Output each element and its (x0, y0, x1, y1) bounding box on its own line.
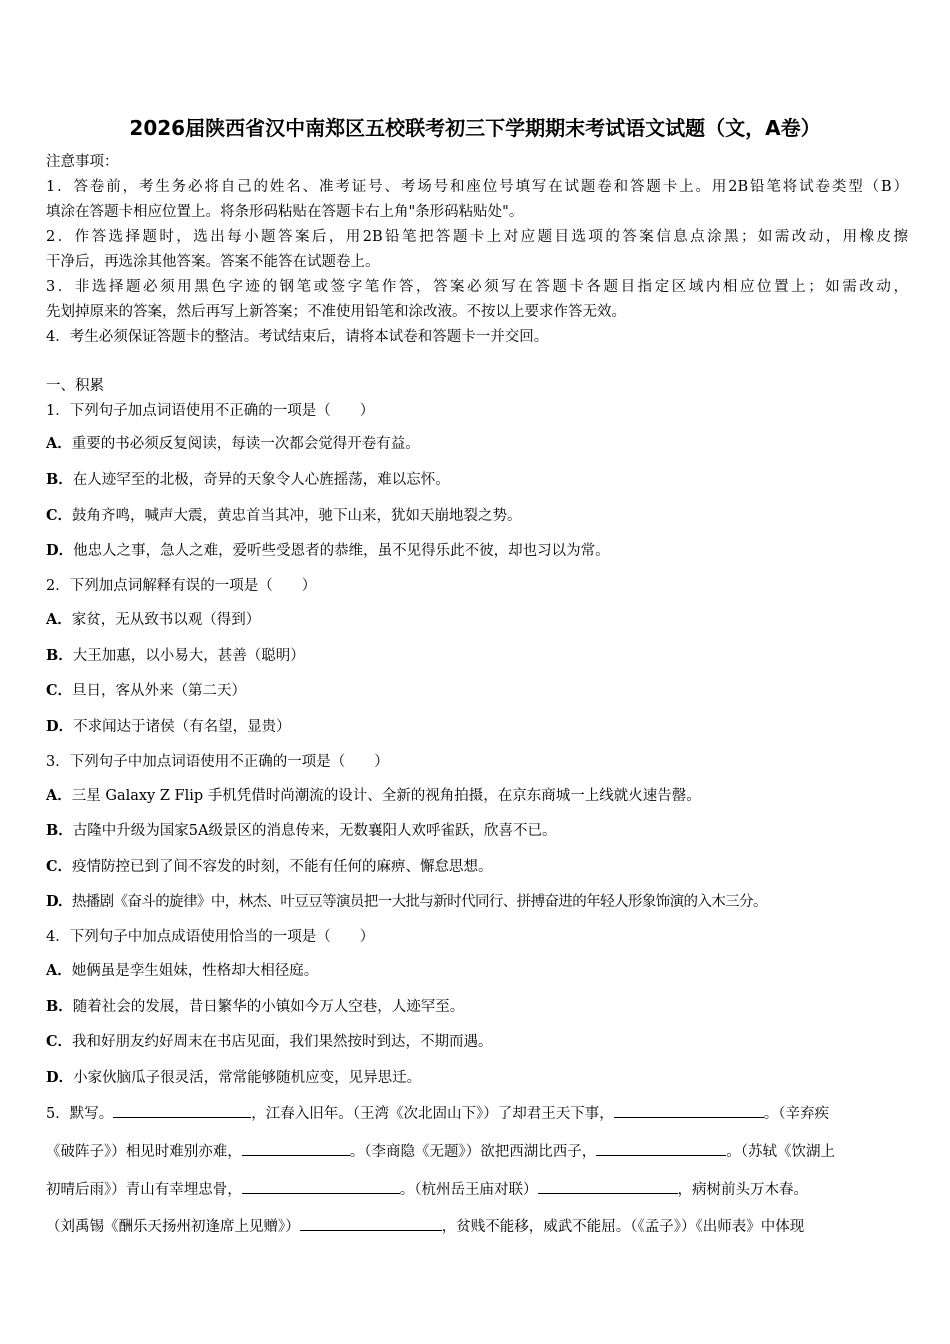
option-label: A． (46, 611, 72, 628)
option-text: 不求闻达于诸侯（有名望，显贵） (73, 719, 291, 735)
option-row (46, 997, 908, 1017)
notice-line: 3．非选择题必须用黑色字迹的钢笔或签字笔作答，答案必须写在答题卡各题目指定区域内相应位置上；如需改动， (46, 279, 908, 295)
dictation-text: 。（苏轼《饮湖上 (726, 1144, 835, 1160)
dictation-text: ，江春入旧年。（王湾《次北固山下》）了却君王天下事， (251, 1106, 614, 1122)
option-text: 古隆中升级为国家5A级景区的消息传来，无数襄阳人欢呼雀跃，欣喜不已。 (72, 823, 557, 839)
option-row (46, 506, 908, 526)
dictation-text: 。（辛弃疾 (763, 1106, 829, 1122)
option-label: C． (46, 1033, 73, 1050)
dictation-text: 《破阵子》）相见时难别亦难， (46, 1144, 242, 1160)
option-text: 三星 Galaxy Z Flip 手机凭借时尚潮流的设计、全新的视角拍摄，在京东商城一上线就火速告罄。 (71, 788, 701, 804)
answer-blank[interactable] (596, 1141, 726, 1156)
dictation-line (46, 1216, 908, 1237)
answer-blank[interactable] (538, 1179, 678, 1194)
option-row (46, 434, 908, 454)
option-row (46, 786, 908, 806)
dictation-text: 5．默写。 (46, 1106, 114, 1122)
notice-heading: 注意事项： (46, 154, 119, 170)
option-row (46, 821, 908, 841)
option-label: B． (46, 471, 73, 488)
option-row (46, 1068, 908, 1088)
option-label: B． (46, 998, 73, 1015)
option-label: C． (46, 858, 73, 875)
option-row (46, 892, 908, 912)
question-stem: 3．下列句子中加点词语使用不正确的一项是（ ） (46, 754, 389, 770)
option-text: 疫情防控已到了间不容发的时刻，不能有任何的麻痹、懈怠思想。 (72, 859, 493, 875)
answer-blank[interactable] (300, 1216, 442, 1231)
option-row (46, 646, 908, 666)
option-row (46, 1032, 908, 1052)
answer-blank[interactable] (242, 1179, 400, 1194)
dictation-text: 。（杭州岳王庙对联） (399, 1182, 538, 1198)
option-text: 她俩虽是孪生姐妹，性格却大相径庭。 (71, 963, 319, 979)
option-text: 我和好朋友约好周末在书店见面，我们果然按时到达，不期而遇。 (72, 1034, 493, 1050)
question-stem: 1．下列句子加点词语使用不正确的一项是（ ） (46, 403, 375, 419)
option-label: A． (46, 435, 72, 452)
option-label: C． (46, 682, 73, 699)
question-stem: 4．下列句子中加点成语使用恰当的一项是（ ） (46, 929, 375, 945)
answer-blank[interactable] (614, 1103, 764, 1118)
option-text: 鼓角齐鸣，喊声大震，黄忠首当其冲，驰下山来，犹如天崩地裂之势。 (72, 508, 522, 524)
option-text: 家贫，无从致书以观（得到） (71, 612, 261, 628)
option-label: D． (46, 893, 72, 910)
option-text: 旦日，客从外来（第二天） (72, 683, 247, 699)
option-row (46, 610, 908, 630)
dictation-text: 初晴后雨》）青山有幸埋忠骨， (46, 1182, 242, 1198)
option-text: 在人迹罕至的北极，奇异的天象令人心旌摇荡，难以忘怀。 (72, 472, 450, 488)
dictation-line (46, 1103, 908, 1124)
dictation-line (46, 1179, 908, 1200)
question-stem: 2．下列加点词解释有误的一项是（ ） (46, 578, 317, 594)
option-text: 他忠人之事，急人之难，爱听些受恩者的恭维，虽不见得乐此不彼，却也习以为常。 (73, 543, 610, 559)
option-row (46, 961, 908, 981)
notice-line: 填涂在答题卡相应位置上。将条形码粘贴在答题卡右上角"条形码粘贴处"。 (46, 204, 524, 220)
option-row (46, 541, 908, 561)
option-label: B． (46, 822, 73, 839)
option-label: B． (46, 647, 73, 664)
notice-line: 干净后，再选涂其他答案。答案不能答在试题卷上。 (46, 254, 380, 270)
notice-line: 2．作答选择题时，选出每小题答案后，用2B铅笔把答题卡上对应题目选项的答案信息点涂黑；如需改动，用橡皮擦 (46, 229, 908, 245)
option-row (46, 717, 908, 737)
option-label: C． (46, 507, 73, 524)
option-text: 随着社会的发展，昔日繁华的小镇如今万人空巷，人迹罕至。 (72, 999, 465, 1015)
dictation-text: 。（李商隐《无题》）欲把西湖比西子， (349, 1144, 597, 1160)
dictation-text: ，贫贱不能移，威武不能屈。（《孟子》）《出师表》中体现 (441, 1219, 805, 1235)
option-label: D． (46, 1069, 74, 1086)
dictation-line (46, 1141, 908, 1162)
option-text: 大王加惠，以小易大，甚善（聪明） (72, 648, 305, 664)
option-label: A． (46, 787, 72, 804)
notice-line: 1．答卷前，考生务必将自己的姓名、准考证号、考场号和座位号填写在试题卷和答题卡上。用2B铅笔将试卷类型（B） (46, 179, 908, 195)
notice-line: 先划掉原来的答案，然后再写上新答案；不准使用铅笔和涂改液。不按以上要求作答无效。 (46, 304, 626, 320)
section-heading: 一、积累 (46, 378, 104, 394)
option-text: 小家伙脑瓜子很灵活，常常能够随机应变，见异思迁。 (73, 1070, 422, 1086)
option-row (46, 857, 908, 877)
option-label: D． (46, 718, 74, 735)
option-text: 重要的书必须反复阅读，每读一次都会觉得开卷有益。 (71, 436, 420, 452)
option-row (46, 681, 908, 701)
dictation-text: （刘禹锡《酬乐天扬州初逢席上见赠》） (46, 1219, 300, 1235)
page-title: 2026届陕西省汉中南郑区五校联考初三下学期期末考试语文试题（文，A卷） (129, 116, 821, 140)
dictation-text: ，病树前头万木春。 (677, 1182, 808, 1198)
option-row (46, 470, 908, 490)
notice-line: 4．考生必须保证答题卡的整洁。考试结束后，请将本试卷和答题卡一并交回。 (46, 329, 549, 345)
option-label: A． (46, 962, 72, 979)
answer-blank[interactable] (113, 1103, 251, 1118)
option-label: D． (46, 542, 74, 559)
option-text: 热播剧《奋斗的旋律》中，林杰、叶豆豆等演员把一大批与新时代同行、拼搏奋进的年轻人形象饰演的入木三分。 (71, 894, 767, 910)
answer-blank[interactable] (242, 1141, 350, 1156)
